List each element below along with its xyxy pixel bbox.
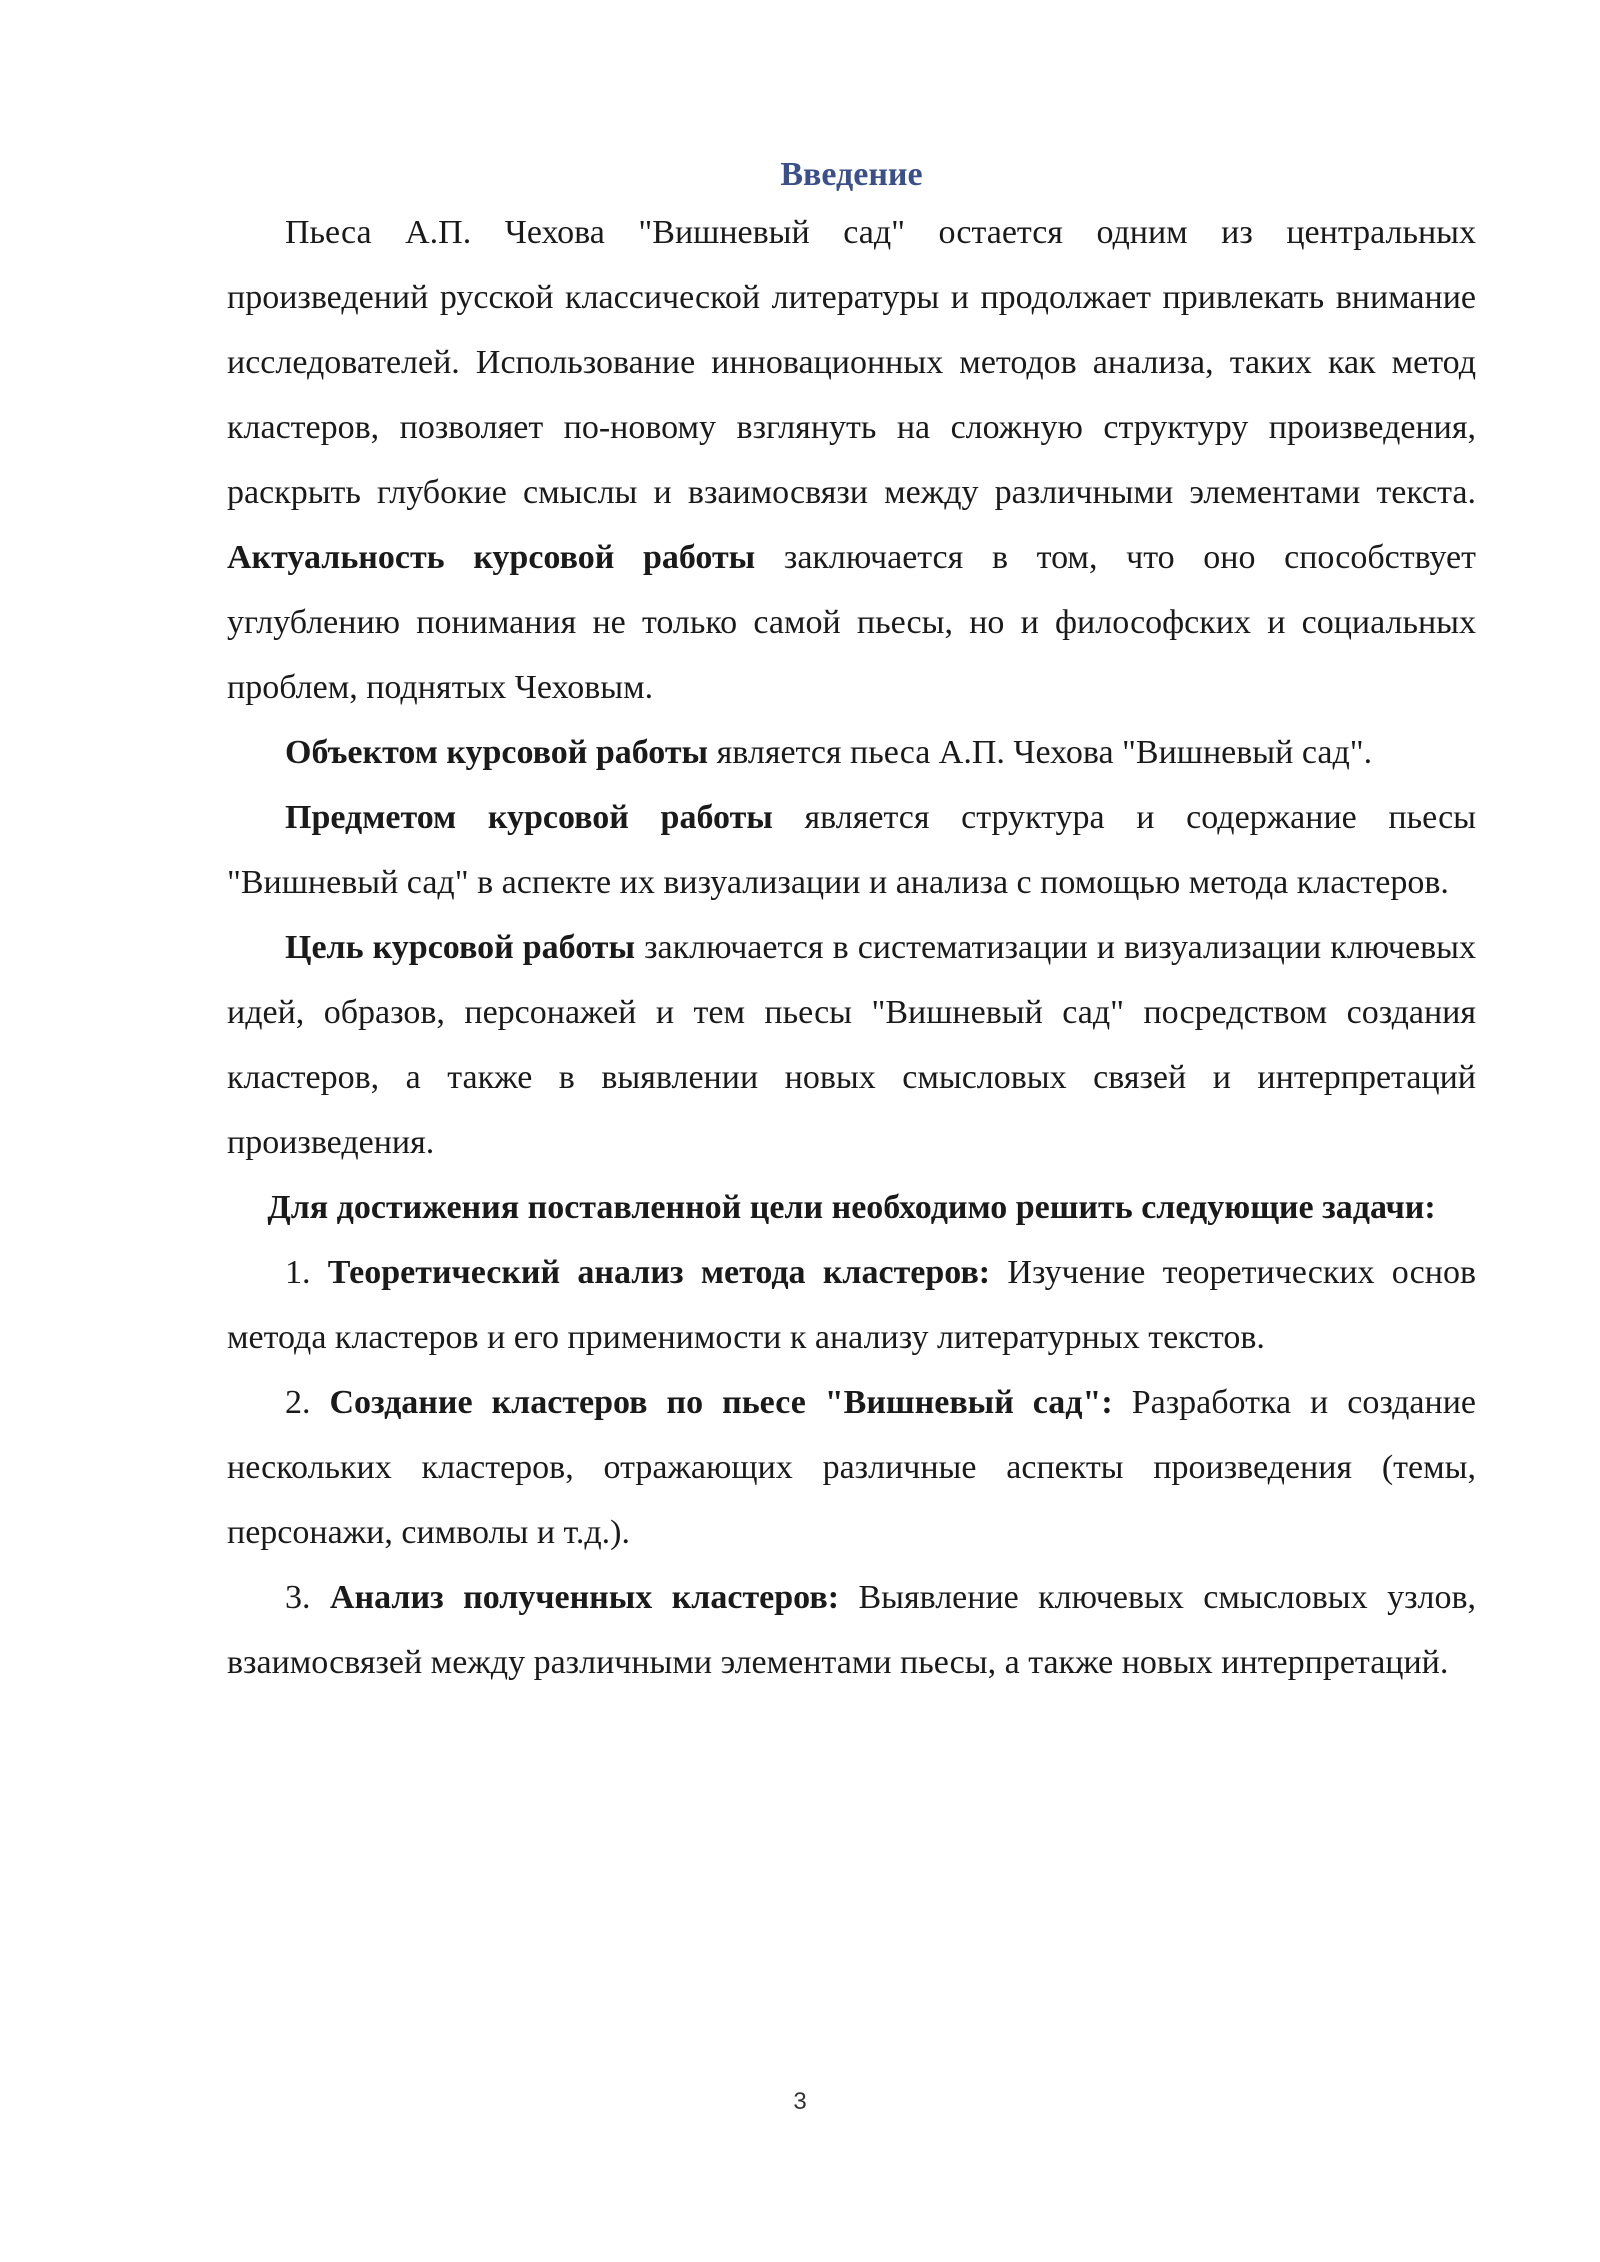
paragraph-text: Пьеса А.П. Чехова "Вишневый сад" остается одним из центральных произведений русской классической литературы и продолжает привлекать внимание исследователей. Использование инновационных методов анализа, таких как метод кластеров, позволяет по-новому взглянуть на сложную структуру произведения, раскрыть глубокие смыслы и взаимосвязи между различными элементами текста. (227, 214, 1476, 511)
paragraph-text: является структура и содержание пьесы "Вишневый сад" в аспекте их визуализации и анализа с помощью метода кластеров. (227, 799, 1477, 901)
task-text: Разработка и создание нескольких кластеров, отражающих различные аспекты произведения (темы, персонажи, символы и т.д.). (227, 1384, 1477, 1551)
task-item (227, 1565, 1476, 1695)
task-item (227, 1240, 1476, 1370)
task-title: Теоретический анализ метода кластеров: (327, 1254, 991, 1291)
paragraph-subject (227, 785, 1476, 915)
tasks-heading: Для достижения поставленной цели необходимо решить следующие задачи: (267, 1189, 1436, 1226)
paragraph-bold-term: Объектом курсовой работы (285, 734, 709, 771)
paragraph-bold-term: Предметом курсовой работы (285, 799, 773, 836)
task-title: Создание кластеров по пьесе "Вишневый сад": (329, 1384, 1113, 1421)
paragraph-bold-term: Цель курсовой работы (285, 929, 635, 966)
task-text: Выявление ключевых смысловых узлов, взаимосвязей между различными элементами пьесы, а также новых интерпретаций. (227, 1579, 1477, 1681)
paragraph-bold-term: Актуальность курсовой работы (227, 539, 756, 576)
task-text: Изучение теоретических основ метода кластеров и его применимости к анализу литературных текстов. (227, 1254, 1476, 1356)
task-title: Анализ полученных кластеров: (329, 1579, 840, 1616)
paragraph-text: заключается в систематизации и визуализации ключевых идей, образов, персонажей и тем пьесы "Вишневый сад" посредством создания кластеров, а также в выявлении новых смысловых связей и интерпретаций произведения. (227, 929, 1476, 1161)
paragraph-text: является пьеса А.П. Чехова "Вишневый сад". (708, 734, 1373, 771)
page-title: Введение (780, 156, 923, 193)
page-number: 3 (793, 2088, 807, 2115)
task-number: 1. (285, 1254, 311, 1291)
page-content (227, 150, 1476, 1695)
task-number: 2. (285, 1384, 311, 1421)
task-number: 3. (285, 1579, 311, 1616)
paragraph-object (227, 720, 1476, 785)
paragraph-text: заключается в том, что оно способствует углублению понимания не только самой пьесы, но и философских и социальных проблем, поднятых Чеховым. (227, 539, 1476, 706)
task-item (227, 1370, 1476, 1565)
paragraph-goal (227, 915, 1476, 1175)
paragraph-introduction (227, 200, 1476, 720)
